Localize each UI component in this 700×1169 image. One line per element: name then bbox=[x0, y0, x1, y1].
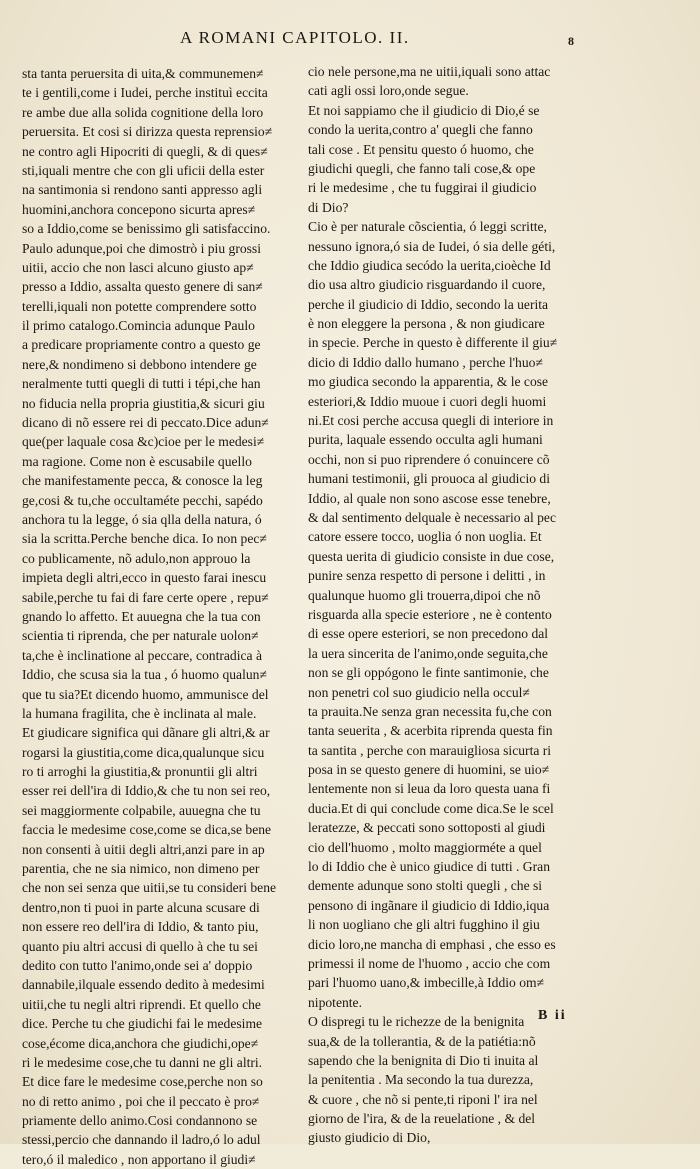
text-line: Cio è per naturale cõscientia, ó leggi scritte, bbox=[308, 219, 547, 235]
text-line: nipotente. bbox=[308, 994, 362, 1010]
text-line: giudichi quegli, che fanno tali cose,& ope bbox=[308, 160, 536, 176]
text-line: dedito con tutto l'animo,onde sei a' doppio bbox=[22, 957, 253, 973]
text-line: sei maggiormente colpabile, auuegna che tu bbox=[22, 802, 261, 818]
text-line: lo di Iddio che è unico giudice di tutti . Gran bbox=[308, 859, 550, 875]
running-title: A ROMANI CAPITOLO. II. bbox=[180, 28, 410, 47]
text-line: huomini,anchora concepono sicurta apres≠ bbox=[22, 201, 256, 217]
text-line: quanto piu altri accusi di quello à che tu sei bbox=[22, 938, 258, 954]
text-line: la uera sincerita de l'animo,onde seguita,che bbox=[308, 645, 548, 661]
text-line: te i gentili,come i Iudei, perche instituì eccita bbox=[22, 85, 268, 101]
text-line: non consenti à uitii degli altri,anzi pare in ap bbox=[22, 841, 265, 857]
text-line: nessuno ignora,ó sia de Iudei, ó sia delle géti, bbox=[308, 238, 556, 254]
text-line: cio dell'huomo , molto maggiorméte a quel bbox=[308, 839, 542, 855]
text-line: peruersita. Et cosi si dirizza questa reprensio≠ bbox=[22, 124, 273, 140]
text-line: giorno de l'ira, & de la reuelatione , & del bbox=[308, 1111, 536, 1127]
text-line: nere,& nondimeno si debbono intendere ge bbox=[22, 356, 257, 372]
text-line: che Iddio giudica secódo la uerita,cioèche Id bbox=[308, 257, 551, 273]
text-line: la humana fragilita, che è inclinata al male. bbox=[22, 705, 257, 721]
text-line: faccia le medesime cose,come se dica,se bene bbox=[22, 822, 272, 838]
text-line: ni.Et cosi perche accusa quegli di interiore in bbox=[308, 413, 554, 429]
text-line: ri le medesime cose,che tu danni ne gli altri. bbox=[22, 1054, 263, 1070]
text-line: tali cose . Et pensitu questo ó huomo, che bbox=[308, 141, 534, 157]
text-line: a predicare propriamente contro a questo ge bbox=[22, 337, 261, 353]
text-line: non se gli oppógono le finte santimonie, che bbox=[308, 665, 549, 681]
text-line: gnando lo affetto. Et auuegna che la tua con bbox=[22, 608, 261, 624]
text-line: questa uerita di giudicio consiste in due cose, bbox=[308, 548, 555, 564]
text-line: mo giudica secondo la apparentia, & le cose bbox=[308, 374, 549, 390]
text-line: ta prauita.Ne senza gran necessita fu,che con bbox=[308, 703, 552, 719]
text-line: uitii, accio che non lasci alcuno giusto ap≠ bbox=[22, 259, 254, 275]
text-line: dicio loro,ne mancha di emphasi , che esso es bbox=[308, 936, 556, 952]
text-line: impieta degli altri,ecco in questo farai inescu bbox=[22, 570, 267, 586]
text-line: anchora tu la legge, ó sia qlla della natura, ó bbox=[22, 511, 262, 527]
text-line: non penetri col suo giudicio nella occul≠ bbox=[308, 684, 530, 700]
text-line: neralmente tutti quegli di tutti i tépi,che han bbox=[22, 376, 261, 392]
text-line: rogarsi la giustitia,come dica,qualunque sicu bbox=[22, 744, 265, 760]
text-line: co publicamente, nõ adulo,non approuo la bbox=[22, 550, 251, 566]
text-line: sapendo che la benignita di Dio ti inuita al bbox=[308, 1052, 539, 1068]
text-line: priamente dello animo.Cosi condannono se bbox=[22, 1113, 258, 1129]
text-line: Et giudicare significa qui dãnare gli altri,& ar bbox=[22, 725, 270, 741]
text-line: esteriori,& Iddio muoue i cuori degli huomi bbox=[308, 393, 547, 409]
text-line: qualunque huomo gli trouerra,dipoi che nõ bbox=[308, 587, 541, 603]
text-line: Iddio, che scusa sia la tua , ó huomo qualun≠ bbox=[22, 667, 267, 683]
text-line: ta,che è inclinatione al peccare, contradica à bbox=[22, 647, 263, 663]
text-line: Iddio, al quale non sono ascose esse tenebre, bbox=[308, 490, 551, 506]
text-line: il primo catalogo.Comincia adunque Paulo bbox=[22, 318, 255, 334]
text-line: catore essere tocco, uoglia ó non uoglia. Et bbox=[308, 529, 542, 545]
text-line: dannabile,ilquale essendo dedito à medesimi bbox=[22, 977, 265, 993]
text-line: demente adunque sono stolti quegli , che si bbox=[308, 878, 543, 894]
text-line: punire senza respetto di persone i delitti , in bbox=[308, 568, 546, 584]
text-line: perche il giudicio di Iddio, secondo la uerita bbox=[308, 296, 549, 312]
text-line: giusto giudicio di Dio, bbox=[308, 1130, 431, 1146]
text-line: sia la scritta.Perche benche dica. Io non pec≠ bbox=[22, 531, 267, 547]
text-line: O dispregi tu le richezze de la benignita bbox=[308, 1014, 525, 1030]
text-line: sabile,perche tu fai di fare certe opere , repu≠ bbox=[22, 589, 269, 605]
text-line: terelli,iquali non potette comprendere sotto bbox=[22, 298, 257, 314]
text-line: condo la uerita,contro a' quegli che fanno bbox=[308, 122, 533, 138]
text-line: pensono di ingãnare il giudicio di Iddio,iqua bbox=[308, 897, 550, 913]
text-line: ri le medesime , che tu fuggirai il giudicio bbox=[308, 180, 537, 196]
text-line: dice. Perche tu che giudichi fai le medesime bbox=[22, 1016, 263, 1032]
text-line: sta tanta peruersita di uita,& communemen≠ bbox=[22, 66, 264, 81]
text-line: re ambe due alla solida cognitione della loro bbox=[22, 104, 264, 120]
page-number: 8 bbox=[568, 34, 574, 48]
text-line: scientia ti riprenda, che per naturale uolon≠ bbox=[22, 628, 259, 644]
text-line: ro ti arroghi la giustitia,& pronuntii gli altri bbox=[22, 764, 258, 780]
text-line: Et dice fare le medesime cose,perche non so bbox=[22, 1074, 263, 1090]
text-line: stessi,percio che dannando il ladro,ó lo adul bbox=[22, 1132, 261, 1148]
text-line: di Dio? bbox=[308, 199, 349, 215]
text-line: tero,ó il maledico , non apportano il giudi≠ bbox=[22, 1151, 256, 1167]
text-line: non essere reo dell'ira di Iddio, & tanto piu, bbox=[22, 919, 259, 935]
text-line: parentia, che ne sia nimico, non dimeno per bbox=[22, 861, 260, 877]
text-line: esser rei dell'ira di Iddio,& che tu non sei reo, bbox=[22, 783, 271, 799]
text-line: dicano di nõ essere rei di peccato.Dice adun≠ bbox=[22, 415, 269, 431]
text-line: que(per laquale cosa &c)cioe per le medesi≠ bbox=[22, 434, 265, 450]
text-line: dicio di Iddio dallo humano , perche l'huo≠ bbox=[308, 354, 543, 370]
text-line: sua,& de la tollerantia, & de la patiétia:nõ bbox=[308, 1033, 536, 1049]
text-line: tanta seuerita , & acerbita riprenda questa fin bbox=[308, 723, 553, 739]
text-line: & dal sentimento delquale è necessario al pec bbox=[308, 509, 556, 525]
text-line: ta santita , perche con marauigliosa sicurta ri bbox=[308, 742, 552, 758]
text-line: che manifestamente pecca, & conosce la leg bbox=[22, 473, 263, 489]
text-line: uitii,che tu negli altri riprendi. Et quello che bbox=[22, 996, 261, 1012]
right-text-column bbox=[308, 62, 600, 1148]
text-line: che non sei senza que uitii,se tu consideri bene bbox=[22, 880, 277, 896]
text-line: li non uogliano che gli altri fugghino il giu bbox=[308, 917, 540, 933]
text-line: purita, laquale essendo occulta agli humani bbox=[308, 432, 543, 448]
text-line: cio nele persone,ma ne uitii,iquali sono attac bbox=[308, 64, 551, 79]
signature-mark: B ii bbox=[538, 1008, 567, 1023]
text-line: cose,écome dica,anchora che giudichi,ope≠ bbox=[22, 1035, 259, 1051]
text-line: no fiducia nella propria giustitia,& sicuri giu bbox=[22, 395, 265, 411]
text-line: pari l'huomo uano,& imbecille,à Iddio om≠ bbox=[308, 975, 545, 991]
text-line: in specie. Perche in questo è differente il giu≠ bbox=[308, 335, 558, 351]
text-line: ge,cosi & tu,che occultaméte pecchi, sapédo bbox=[22, 492, 263, 508]
text-line: na santimonia si rendono santi appresso agli bbox=[22, 182, 263, 198]
text-line: no di retto animo , poi che il peccato è pro≠ bbox=[22, 1093, 260, 1109]
text-line: ne contro agli Hipocriti di quegli, & di ques≠ bbox=[22, 143, 268, 159]
text-line: humani testimonii, gli prouoca al giudicio di bbox=[308, 471, 551, 487]
text-line: occhi, non si puo riprendere ó conuincere cõ bbox=[308, 451, 550, 467]
text-line: ma ragione. Come non è escusabile quello bbox=[22, 453, 252, 469]
text-line: primessi il nome de l'huomo , accio che com bbox=[308, 955, 551, 971]
text-line: lentemente non si leua da loro questa uana fi bbox=[308, 781, 551, 797]
text-line: sti,iquali mentre che con gli uficii della ester bbox=[22, 162, 265, 178]
text-line: que tu sia?Et dicendo huomo, ammunisce del bbox=[22, 686, 269, 702]
text-line: leratezze, & peccati sono sottoposti al giudi bbox=[308, 820, 546, 836]
left-text-column bbox=[22, 64, 300, 1169]
text-line: dio usa altro giudicio risguardando il cuore, bbox=[308, 277, 546, 293]
text-line: Paulo adunque,poi che dimostrò i piu grossi bbox=[22, 240, 261, 256]
text-line: dentro,non ti puoi in parte alcuna scusare di bbox=[22, 899, 260, 915]
text-line: cati agli ossi loro,onde segue. bbox=[308, 83, 469, 99]
text-line: risguarda alla specie esteriore , ne è contento bbox=[308, 606, 552, 622]
text-line: & cuore , che nõ si pente,ti riponi l' ira nel bbox=[308, 1091, 538, 1107]
text-line: posa in se questo genere di huomini, se uio≠ bbox=[308, 762, 550, 778]
text-line: è non eleggere la persona , & non giudicare bbox=[308, 316, 545, 332]
text-line: so a Iddio,come se benissimo gli satisfaccino. bbox=[22, 221, 271, 237]
text-line: la penitentia . Ma secondo la tua durezza, bbox=[308, 1072, 534, 1088]
text-line: Et noi sappiamo che il giudicio di Dio,é se bbox=[308, 102, 540, 118]
text-line: di esse opere esteriori, se non precedono dal bbox=[308, 626, 549, 642]
text-line: ducia.Et di qui conclude come dica.Se le scel bbox=[308, 800, 554, 816]
text-line: presso a Iddio, assalta questo genere di san≠ bbox=[22, 279, 263, 295]
